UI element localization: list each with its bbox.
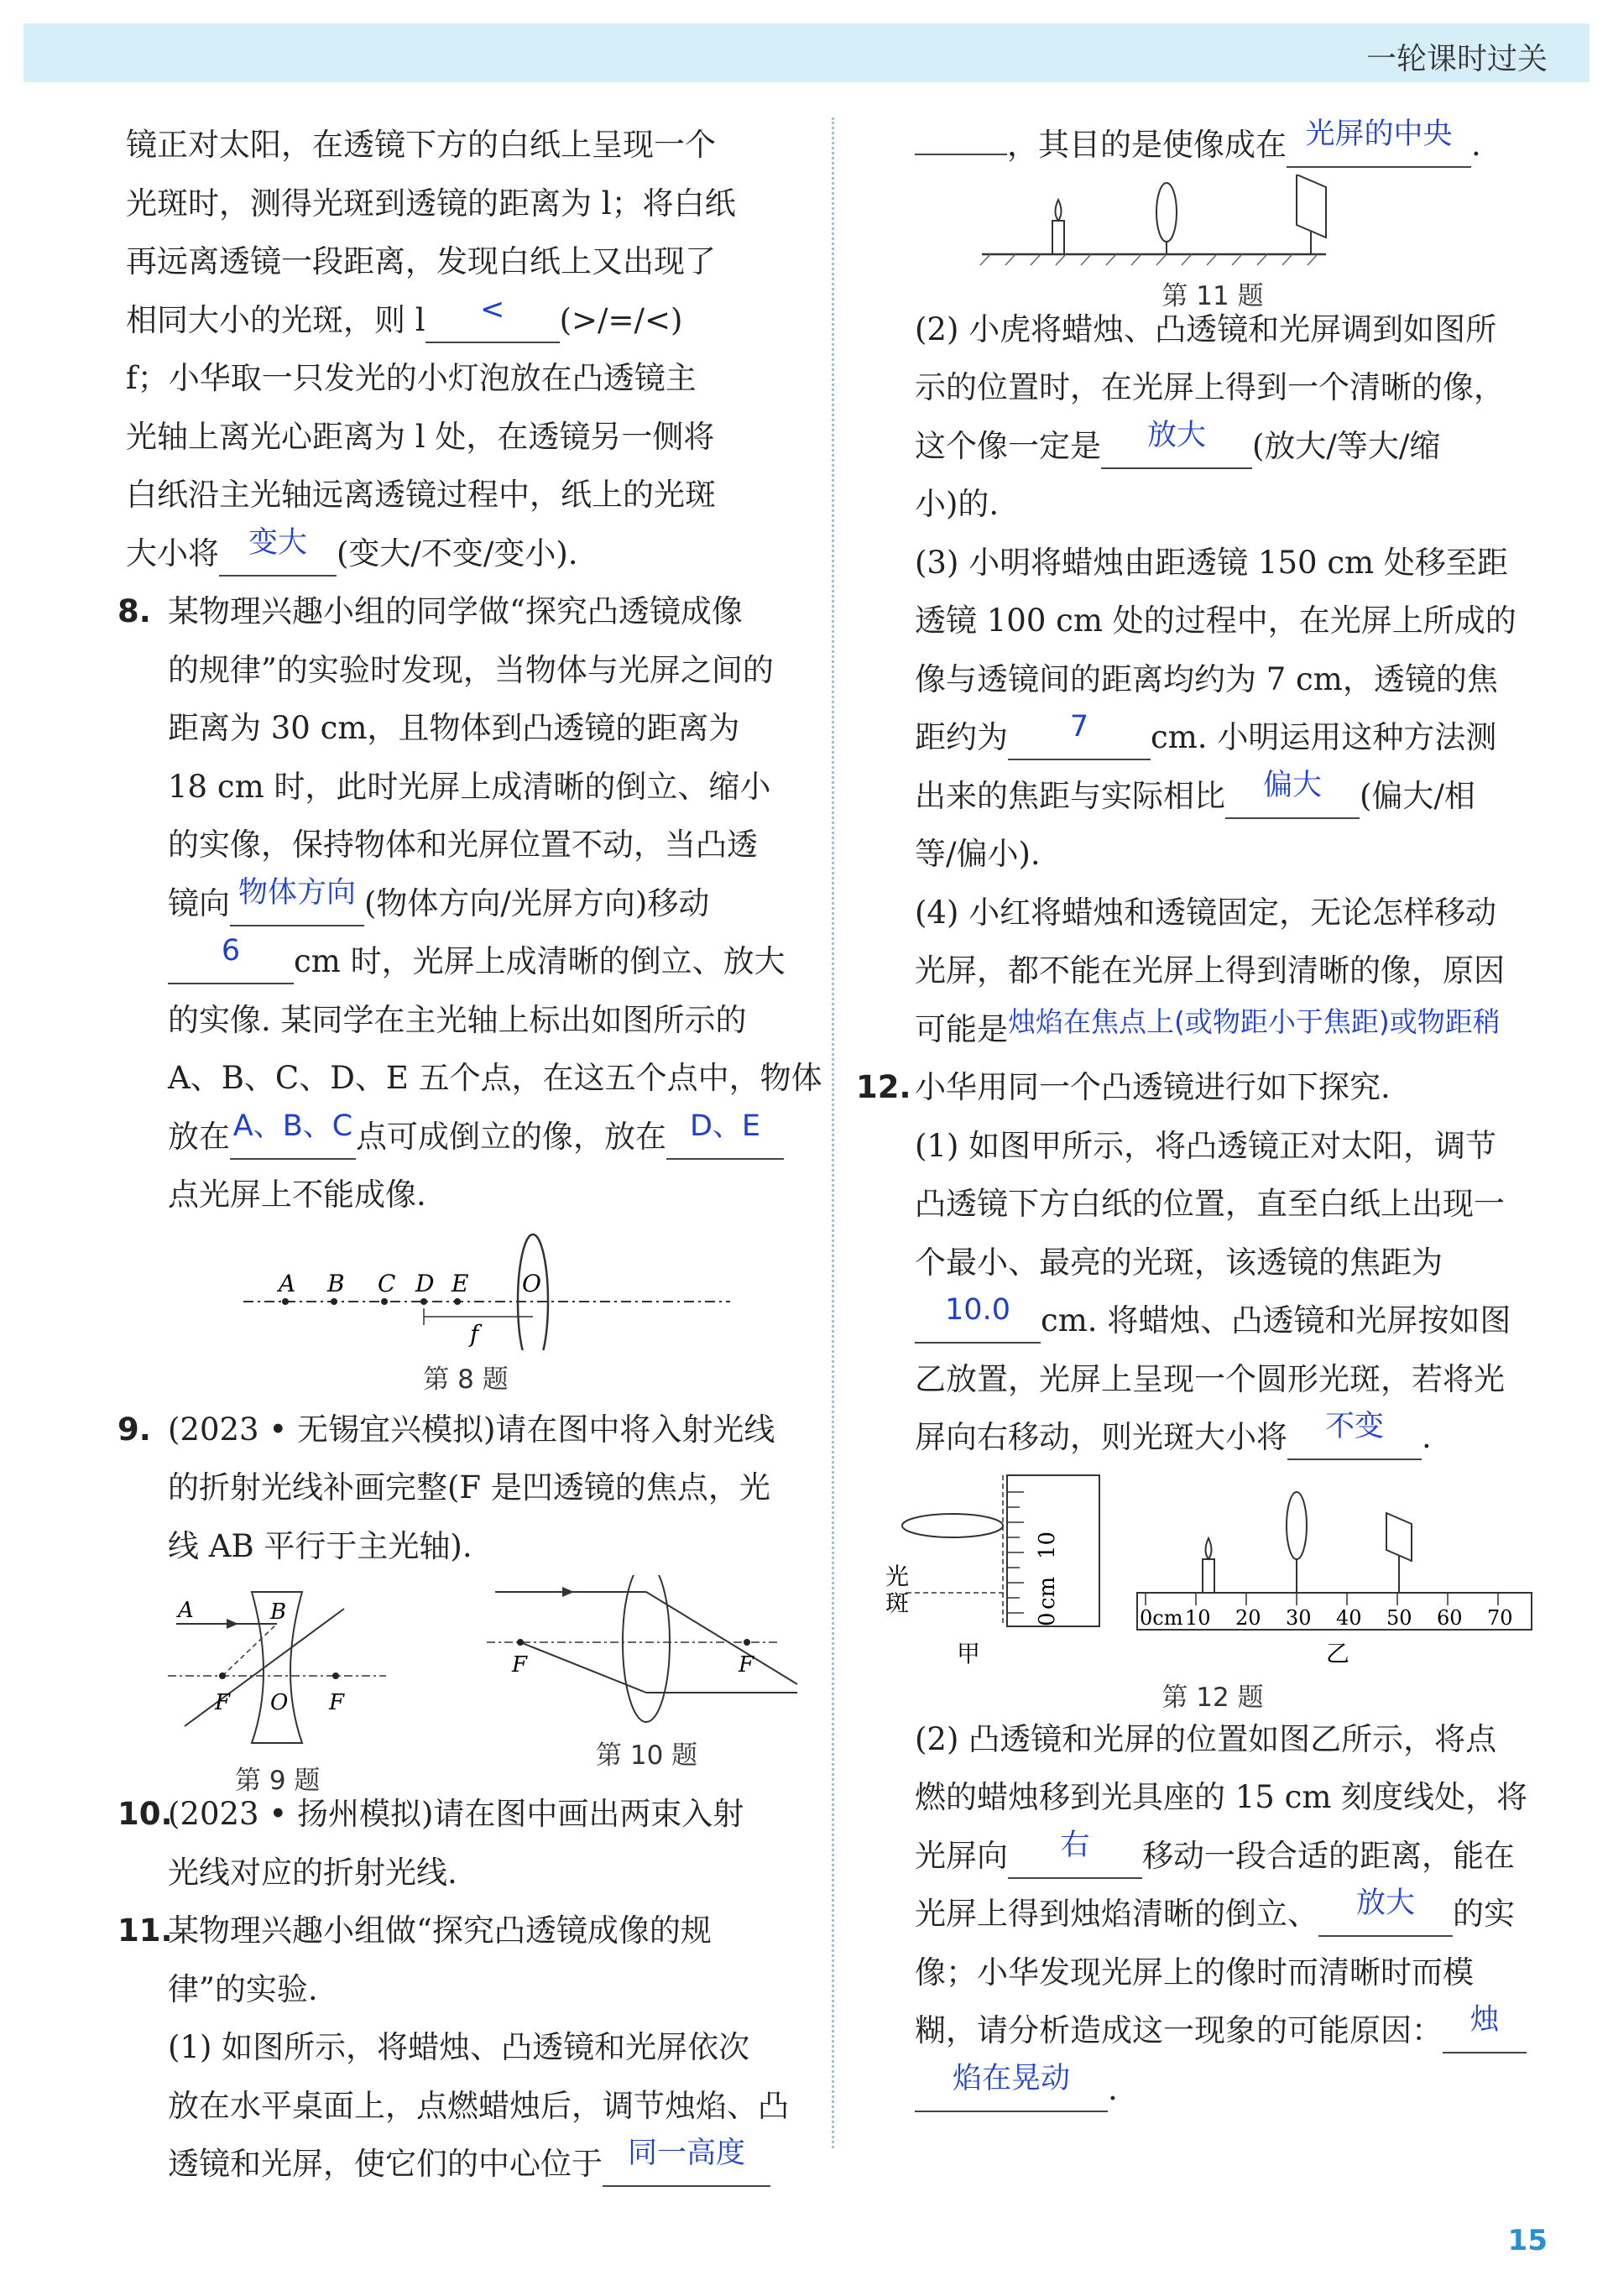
figure-caption: 第 10 题 bbox=[596, 1740, 698, 1771]
text-segment: 糊，请分析造成这一现象的可能原因： bbox=[915, 2012, 1443, 2048]
answer-text: 焰在晃动 bbox=[952, 2061, 1070, 2095]
text-segment: 某物理兴趣小组做“探究凸透镜成像的规 bbox=[168, 1912, 712, 1949]
subfigure-label-yi: 乙 bbox=[1326, 1639, 1350, 1667]
answer-text: 偏大 bbox=[1262, 768, 1322, 802]
column-divider bbox=[832, 117, 834, 2148]
answer-text: 光屏的中央 bbox=[1305, 117, 1453, 151]
answer-text: 放大 bbox=[1146, 418, 1206, 452]
tick-label: 60 bbox=[1437, 1605, 1463, 1630]
figures-9-10 bbox=[126, 1575, 806, 1796]
figure-12 bbox=[873, 1467, 1553, 1713]
text-segment: ，其目的是使像成在 bbox=[1007, 127, 1287, 163]
answer-text: 变大 bbox=[248, 525, 307, 560]
answer-blank bbox=[219, 525, 337, 577]
page-number: 15 bbox=[1507, 2224, 1548, 2257]
answer-blank bbox=[1008, 1828, 1142, 1879]
text-line: 光斑时，测得光斑到透镜的距离为 l；将白纸 bbox=[126, 185, 736, 222]
text-segment: 距约为 bbox=[915, 719, 1008, 755]
question-8 bbox=[117, 582, 806, 641]
text-segment: 光屏向 bbox=[915, 1837, 1008, 1874]
question-number: 12. bbox=[856, 1069, 911, 1105]
question-9 bbox=[117, 1401, 806, 1459]
label-f: F bbox=[329, 1690, 345, 1715]
question-number: 11. bbox=[117, 1912, 173, 1949]
label-a: A bbox=[279, 1269, 296, 1297]
text-segment: . bbox=[1471, 127, 1481, 163]
figure-caption: 第 9 题 bbox=[235, 1766, 321, 1796]
figure-8 bbox=[126, 1224, 806, 1395]
point-d bbox=[420, 1298, 427, 1305]
answer-text: 烛 bbox=[1469, 2003, 1500, 2037]
text-line: 的规律”的实验时发现，当物体与光屏之间的 bbox=[168, 651, 774, 688]
answer-text: 6 bbox=[221, 934, 241, 968]
text-line: 白纸沿主光轴远离透镜过程中，纸上的光斑 bbox=[126, 477, 716, 513]
text-line: 乙放置，光屏上呈现一个圆形光斑，若将光 bbox=[915, 1360, 1505, 1397]
text-line: 镜正对太阳，在透镜下方的白纸上呈现一个 bbox=[126, 127, 716, 163]
label-b: B bbox=[327, 1269, 345, 1297]
text-line bbox=[873, 1000, 1595, 1059]
answer-text: D、E bbox=[689, 1109, 761, 1143]
question-10 bbox=[117, 1785, 806, 1844]
answer-blank bbox=[1225, 768, 1360, 819]
text-segment: 小华用同一个凸透镜进行如下探究. bbox=[915, 1069, 1391, 1105]
text-line: (2) 小虎将蜡烛、凸透镜和光屏调到如图所 bbox=[915, 310, 1497, 347]
tick-label: 30 bbox=[1286, 1605, 1312, 1630]
text-line bbox=[126, 874, 806, 933]
text-line: 像；小华发现光屏上的像时而清晰时而模 bbox=[915, 1954, 1474, 1991]
answer-blank bbox=[915, 154, 1007, 155]
convex-lens bbox=[1287, 1492, 1307, 1559]
label-e: E bbox=[452, 1269, 469, 1297]
text-line bbox=[126, 524, 806, 583]
label-a: A bbox=[178, 1598, 194, 1623]
focus-right bbox=[744, 1639, 750, 1646]
text-segment: 出来的焦距与实际相比 bbox=[915, 777, 1225, 814]
text-segment: (2023 • 扬州模拟)请在图中画出两束入射 bbox=[168, 1796, 744, 1832]
answer-text: 物体方向 bbox=[238, 875, 356, 910]
text-segment: 透镜和光屏，使它们的中心位于 bbox=[168, 2146, 603, 2182]
flame-icon bbox=[1206, 1538, 1212, 1559]
text-segment: 放在 bbox=[168, 1118, 230, 1155]
tick-label: 70 bbox=[1487, 1605, 1513, 1630]
label-o: O bbox=[270, 1690, 289, 1715]
text-line: f；小华取一只发光的小灯泡放在凸透镜主 bbox=[126, 360, 697, 396]
answer-blank bbox=[1008, 710, 1151, 760]
text-segment: 的实 bbox=[1453, 1896, 1515, 1932]
candle bbox=[1052, 221, 1064, 254]
screen bbox=[1297, 175, 1326, 237]
answer-blank bbox=[915, 1293, 1041, 1344]
text-segment: cm. 小明运用这种方法测 bbox=[1151, 719, 1497, 755]
point-b bbox=[331, 1298, 337, 1305]
answer-blank bbox=[1318, 1886, 1453, 1937]
text-segment: (变大/不变/变小). bbox=[337, 535, 578, 571]
flame-icon bbox=[1056, 200, 1062, 221]
text-line: 的折射光线补画完整(F 是凹透镜的焦点，光 bbox=[168, 1469, 770, 1505]
answer-text: < bbox=[479, 292, 505, 326]
ray-arrow bbox=[562, 1587, 574, 1597]
header-title: 一轮课时过关 bbox=[1365, 42, 1548, 76]
page-header bbox=[23, 23, 1590, 82]
tick-label: 50 bbox=[1386, 1605, 1412, 1630]
label-ban: 斑 bbox=[885, 1589, 910, 1617]
label-zero: 0 bbox=[1035, 1611, 1060, 1626]
text-line: 18 cm 时，此时光屏上成清晰的倒立、缩小 bbox=[168, 768, 771, 805]
candle bbox=[1203, 1559, 1214, 1593]
construction-line bbox=[222, 1624, 277, 1676]
ray-arrow bbox=[227, 1619, 238, 1629]
text-line bbox=[873, 116, 1553, 175]
label-ten: 10 bbox=[1035, 1531, 1060, 1559]
text-line: 等/偏小). bbox=[915, 836, 1041, 872]
answer-blank bbox=[915, 2061, 1108, 2112]
right-column bbox=[856, 116, 1553, 2118]
text-line: (4) 小红将蜡烛和透镜固定，无论怎样移动 bbox=[915, 894, 1497, 931]
bench-ticks bbox=[1146, 1593, 1498, 1605]
figure-caption: 第 12 题 bbox=[1161, 1682, 1264, 1713]
focus-left bbox=[517, 1639, 524, 1646]
tick-label: 20 bbox=[1235, 1605, 1261, 1630]
text-line: 律”的实验. bbox=[168, 1970, 318, 2007]
text-line: 凸透镜下方白纸的位置，直至白纸上出现一 bbox=[915, 1186, 1505, 1222]
label-f: F bbox=[739, 1652, 754, 1678]
text-line: 的实像. 某同学在主光轴上标出如图所示的 bbox=[168, 1001, 747, 1038]
question-number: 10. bbox=[117, 1796, 173, 1832]
text-line: A、B、C、D、E 五个点，在这五个点中，物体 bbox=[168, 1060, 822, 1096]
text-segment: (放大/等大/缩 bbox=[1252, 427, 1441, 464]
text-segment: (>/=/<) bbox=[559, 301, 683, 338]
figure-8-diagram bbox=[126, 1224, 806, 1350]
tick-label: 10 bbox=[1185, 1605, 1211, 1630]
text-segment: cm. 将蜡烛、凸透镜和光屏按如图 bbox=[1041, 1302, 1511, 1338]
label-guang: 光 bbox=[885, 1562, 910, 1590]
text-line: 光屏，都不能在光屏上得到清晰的像，原因 bbox=[915, 952, 1505, 989]
label-f: F bbox=[215, 1690, 231, 1715]
text-segment: (偏大/相 bbox=[1360, 777, 1475, 814]
label-b: B bbox=[270, 1599, 287, 1625]
label-c: C bbox=[378, 1269, 396, 1297]
text-segment: 移动一段合适的距离，能在 bbox=[1142, 1837, 1515, 1874]
label-f: F bbox=[512, 1652, 528, 1678]
ruler-ticks bbox=[1007, 1492, 1024, 1613]
text-line bbox=[873, 2001, 1553, 2060]
text-segment: . bbox=[1422, 1419, 1432, 1455]
answer-blank bbox=[1443, 2003, 1527, 2053]
text-line: (1) 如图甲所示，将凸透镜正对太阳，调节 bbox=[915, 1127, 1497, 1164]
answer-text: 7 bbox=[1069, 710, 1089, 744]
label-d: D bbox=[415, 1269, 435, 1297]
figure-11 bbox=[873, 175, 1553, 311]
convex-lens-10 bbox=[623, 1575, 670, 1722]
label-o: O bbox=[522, 1269, 541, 1297]
label-cm: cm bbox=[1035, 1576, 1060, 1610]
table-hatching bbox=[980, 254, 1318, 265]
text-line: 再远离透镜一段距离，发现白纸上又出现了 bbox=[126, 243, 716, 279]
text-segment: 可能是 bbox=[915, 1010, 1008, 1047]
text-segment: cm 时，光屏上成清晰的倒立、放大 bbox=[294, 943, 786, 979]
answer-text: 10.0 bbox=[945, 1293, 1010, 1327]
answer-blank bbox=[1287, 1410, 1422, 1460]
text-line bbox=[873, 417, 1553, 476]
answer-text: 右 bbox=[1060, 1828, 1090, 1862]
text-line: 光线对应的折射光线. bbox=[168, 1854, 457, 1891]
text-line bbox=[126, 291, 806, 350]
text-line: 的实像，保持物体和光屏位置不动，当凸透 bbox=[168, 827, 758, 863]
question-number: 9. bbox=[117, 1411, 151, 1448]
text-line bbox=[873, 1408, 1553, 1467]
answer-text: 不变 bbox=[1324, 1410, 1384, 1443]
text-line: (3) 小明将蜡烛由距透镜 150 cm 处移至距 bbox=[915, 544, 1508, 581]
question-11 bbox=[117, 1902, 806, 1960]
answer-text: 放大 bbox=[1355, 1886, 1415, 1920]
text-line: 燃的蜡烛移到光具座的 15 cm 刻度线处，将 bbox=[915, 1779, 1528, 1815]
figure-9-10-diagram bbox=[126, 1575, 806, 1751]
focus-left bbox=[219, 1672, 226, 1679]
text-segment: 点可成倒立的像，放在 bbox=[356, 1118, 666, 1155]
figure-12-diagram bbox=[873, 1467, 1553, 1668]
answer-blank bbox=[1287, 117, 1471, 168]
figure-caption: 第 11 题 bbox=[1161, 280, 1264, 311]
tick-label: 40 bbox=[1336, 1605, 1362, 1630]
answer-blank bbox=[168, 934, 294, 984]
text-line: (2) 凸透镜和光屏的位置如图乙所示，将点 bbox=[915, 1720, 1497, 1757]
figure-11-diagram bbox=[873, 175, 1553, 267]
left-column bbox=[117, 116, 822, 2194]
text-line bbox=[873, 708, 1553, 767]
subfigure-label-jia: 甲 bbox=[957, 1639, 981, 1667]
text-line: 个最小、最亮的光斑，该透镜的焦距为 bbox=[915, 1244, 1443, 1281]
text-segment: (物体方向/光屏方向)移动 bbox=[364, 884, 710, 921]
answer-text: A、B、C bbox=[232, 1109, 353, 1143]
label-f: f bbox=[470, 1319, 479, 1348]
text-line bbox=[873, 2060, 1553, 2119]
text-line bbox=[873, 1292, 1553, 1350]
question-number: 8. bbox=[117, 593, 151, 629]
screen bbox=[1386, 1513, 1412, 1561]
question-12 bbox=[856, 1058, 1553, 1117]
ray-through-o bbox=[185, 1609, 344, 1726]
point-c bbox=[381, 1298, 388, 1305]
answer-blank bbox=[603, 2137, 770, 2187]
text-line: (1) 如图所示，将蜡烛、凸透镜和光屏依次 bbox=[168, 2029, 750, 2065]
text-line: 小)的. bbox=[915, 486, 1000, 522]
text-segment: (2023 • 无锡宜兴模拟)请在图中将入射光线 bbox=[168, 1411, 775, 1448]
text-line bbox=[873, 1885, 1553, 1944]
text-line: 距离为 30 cm，且物体到凸透镜的距离为 bbox=[168, 710, 740, 746]
text-segment: 镜向 bbox=[168, 884, 230, 921]
figure-caption: 第 8 题 bbox=[423, 1364, 509, 1395]
text-line bbox=[873, 1827, 1553, 1886]
text-segment: 屏向右移动，则光斑大小将 bbox=[915, 1419, 1287, 1455]
answer-text: 同一高度 bbox=[627, 2137, 745, 2170]
text-line: 示的位置时，在光屏上得到一个清晰的像， bbox=[915, 369, 1505, 405]
text-segment: . bbox=[1108, 2070, 1118, 2107]
lens-jia bbox=[902, 1514, 1003, 1537]
incident-ray-2 bbox=[520, 1642, 646, 1693]
convex-lens bbox=[1156, 183, 1177, 242]
answer-text: 烛焰在焦点上(或物距小于焦距)或物距稍 bbox=[1008, 1004, 1501, 1038]
text-line bbox=[873, 767, 1553, 826]
text-line: 像与透镜间的距离均约为 7 cm，透镜的焦 bbox=[915, 660, 1498, 697]
text-line bbox=[126, 2135, 806, 2194]
text-segment: 相同大小的光斑，则 l bbox=[126, 301, 425, 338]
text-line: 点光屏上不能成像. bbox=[168, 1177, 426, 1213]
text-line: 放在水平桌面上，点燃蜡烛后，调节烛焰、凸 bbox=[168, 2087, 789, 2124]
text-line: 线 AB 平行于主光轴). bbox=[168, 1527, 472, 1564]
answer-blank bbox=[425, 292, 560, 343]
text-segment: 这个像一定是 bbox=[915, 427, 1101, 464]
point-e bbox=[454, 1298, 461, 1305]
point-a bbox=[282, 1298, 289, 1305]
text-line: 光轴上离光心距离为 l 处，在透镜另一侧将 bbox=[126, 418, 715, 455]
text-segment: 某物理兴趣小组的同学做“探究凸透镜成像 bbox=[168, 593, 743, 629]
text-segment: 大小将 bbox=[126, 535, 219, 571]
tick-label: 0cm bbox=[1140, 1605, 1183, 1630]
text-segment: 光屏上得到烛焰清晰的倒立、 bbox=[915, 1896, 1318, 1932]
answer-blank bbox=[666, 1109, 784, 1160]
answer-blank bbox=[230, 875, 364, 926]
text-line bbox=[126, 932, 806, 991]
answer-blank bbox=[1101, 418, 1252, 469]
text-line: 透镜 100 cm 处的过程中，在光屏上所成的 bbox=[915, 603, 1516, 639]
text-line bbox=[126, 1108, 806, 1166]
focus-right bbox=[332, 1672, 339, 1679]
answer-blank bbox=[230, 1109, 356, 1160]
